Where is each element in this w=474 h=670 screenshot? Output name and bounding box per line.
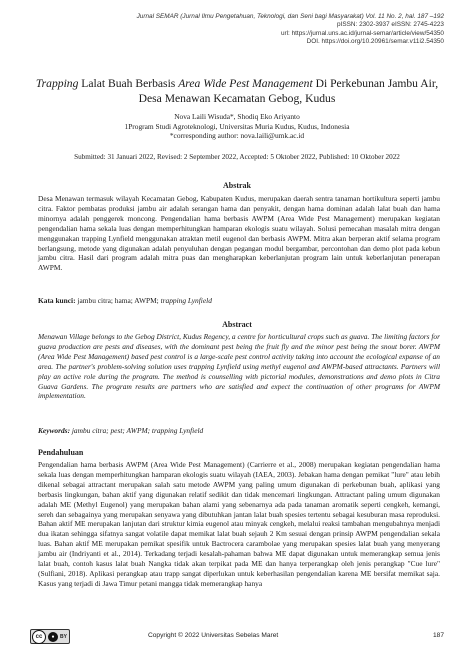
journal-header <box>64 13 444 47</box>
title-text-a: Lalat Buah Berbasis <box>78 77 179 90</box>
author-affiliation: 1Program Studi Agroteknologi, Universitas Muria Kudus, Kudus, Indonesia <box>124 121 350 131</box>
title-italic-awpm: Area Wide Pest Management <box>178 77 313 90</box>
journal-name: Jurnal SEMAR (Jurnal Ilmu Pengetahuan, Teknologi, dan Seni bagi Masyarakat) Vol. 11 No. 2, hal. 187 –192 <box>136 13 444 20</box>
page-number: 187 <box>432 632 444 639</box>
keywords-label: Keywords: <box>38 426 71 435</box>
cc-license-badge[interactable] <box>30 629 70 644</box>
kata-kunci-values: jambu citra; hama; AWPM; <box>75 296 161 305</box>
kata-kunci-label: Kata kunci: <box>38 296 76 305</box>
page-footer <box>30 629 444 643</box>
submission-dates: Submitted: 31 Januari 2022, Revised: 2 September 2022, Accepted: 5 Oktober 2022, Published: 10 Oktober 2022 <box>74 153 400 161</box>
abstrak-text <box>38 194 440 273</box>
title-line-2: Desa Menawan Kecamatan Gebog, Kudus <box>138 92 336 105</box>
title-italic-trapping: Trapping <box>35 77 79 90</box>
article-url[interactable]: url: https://jurnal.uns.ac.id/jurnal-semar/article/view/54350 <box>280 29 444 37</box>
abstrak-paragraph: Desa Menawan termasuk wilayah Kecamatan Gebog, Kabupaten Kudus, merupakan daerah sentra tanaman hortikultura seperti jambu citra. Faktor pembatas produksi jambu air adalah serangan hama dan penyakit, dengan hama dominan adalah lalat buah dan hama minornya adalah penggerek moncong. Pengendalian hama berbasis AWPM (Area Wide Pest Management) merupakan kegiatan pengendalian hama sekala luas dengan memperhitungkan hamparan ekologis suatu wilayah. Solusi pemecahan masalah mitra dengan menggunakan trapping Lynfield menggunakan atraktan metil eugenol dan berbasis AWPM. Mitra akan berperan aktif selama program berlangsung, metode yang digunakan adalah penyuluhan dengan pegangan modul bergambar, percontohan dan demo plot pada kebun jambu citra. Hasil dari program adalah mitra puas dan mengharapkan keberlanjutan program lain untuk keberlanjutan penerapan AWPM. <box>38 194 440 273</box>
copyright-text: Copyright © 2022 Universitas Sebelas Maret <box>148 632 279 639</box>
corresponding-email: *corresponding author: nova.laili@umk.ac.id <box>169 131 305 141</box>
kata-kunci-italic: trapping Lynfield <box>160 296 212 305</box>
attribution-icon: ● <box>48 632 58 642</box>
author-block <box>30 112 444 141</box>
abstrak-heading: Abstrak <box>222 181 251 190</box>
pendahuluan-text <box>38 460 440 589</box>
issn-line: pISSN: 2302-3937 eISSN: 2745-4223 <box>337 21 444 29</box>
pendahuluan-heading: Pendahuluan <box>38 448 84 457</box>
author-names: Nova Laili Wisuda*, Shodiq Eko Ariyanto <box>174 112 300 121</box>
abstract-heading: Abstract <box>222 320 252 329</box>
cc-icon: cc <box>32 630 46 644</box>
doi-link[interactable]: DOI. https://doi.org/10.20961/semar.v11i2.54350 <box>306 38 444 46</box>
keywords-line <box>38 426 440 436</box>
kata-kunci-line <box>38 296 440 306</box>
pendahuluan-paragraph: Pengendalian hama berbasis AWPM (Area Wide Pest Management) (Carrierre et al., 2008) merupakan kegiatan pengendalian hama sekala luas dengan memperhitungkan hamparan ekologis suatu wilayah (IAEA, 2003). Jebakan hama dengan pemikat "lure" atau lebih dikenal sebagai attractant merupakan salah satu metode AWPM yang paling umum digunakan di perkebunan buah, aplikasi yang berbasis lingkungan, bahan aktif yang digunakan relatif sedikit dan tidak mencemari lingkungan. Attractant paling umum digunakan adalah ME (Methyl Eugenol) yang merupakan bahan alami yang sebenarnya ada pada tanaman aromatik seperti cengkeh, kemangi, sereh dan sebagainya yang merupakan senyawa yang dibutuhkan jantan lalat buah spesies tertentu sebagai kesuburan masa reproduksi. Bahan aktif ME merupakan lanjutan dari struktur kimia eugenol atau minyak cengkeh, melalui reaksi tambahan mengubahnya menjadi dua ikatan sehingga sifatnya sangat volatile dapat memikat lalat buah sejauh 2 Km sesuai dengan prinsip AWPM pengendalian sekala luas. Bahan aktif ME merupakan pemikat spesifik untuk Bactrocera carambolae yang merupakan spesies lalat buah yang menyerang jambu air (Indriyanti et al., 2014). Terkadang terjadi kesalah-pahaman bahwa ME dapat digunakan untuk memerangkap semua jenis lalat buah, contoh kasus lalat buah Nangka tidak akan terpikat pada ME dan hanya terperangkap oleh jenis perangkap "Cue lure"(Sulfiani, 2018). Aplikasi perangkap atau trapp sangat diperlukan untuk keberhasilan pengendalian karena ME bersifat memikat saja. Kasus yang terjadi di Jawa Timur petani mangga tidak memerangkap hanya <box>38 460 440 588</box>
by-label: BY <box>60 633 67 640</box>
abstract-text <box>38 332 440 401</box>
keywords-values: jambu citra; pest; AWPM; trapping Lynfield <box>70 426 204 435</box>
paper-title <box>30 76 444 106</box>
title-text-b: Di Perkebunan Jambu Air, <box>312 77 439 90</box>
abstract-paragraph: Menawan Village belongs to the Gebog District, Kudus Regency, a centre for horticultural crops such as guava. The limiting factors for guava production are pests and diseases, with the dominant pest being the fruit fly and the minor pest being the snout borer. AWPM (Area Wide Pest Management) based pest control is a large-scale pest control activity taking into account the ecological expanse of an area. The partner's problem-solving solution uses trapping Lynfield using methyl eugenol and AWPM-based attractants. Partners will play an active role during the program. The method is counselling with pictorial modules, demonstrations and demo plots in Citra Guava Gardens. The program results are partners who are satisfied and expect the continuation of other programs for AWPM implementation. <box>38 332 440 401</box>
